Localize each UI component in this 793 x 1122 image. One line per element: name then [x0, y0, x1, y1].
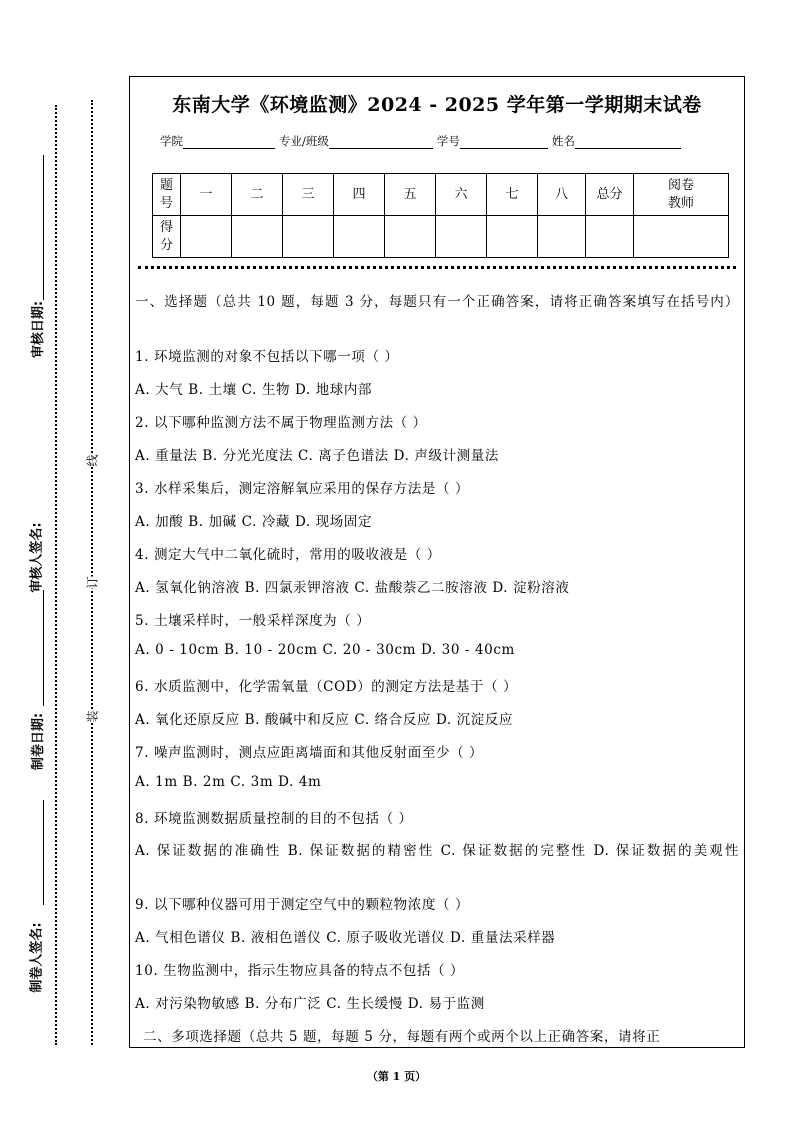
binding-char-xian: 线 [85, 454, 100, 467]
col-header: 六 [436, 174, 487, 216]
maker-sign-label: 制卷人签名: [29, 922, 45, 993]
outer-dotted-line [55, 105, 57, 1045]
options-9: A. 气相色谱仪 B. 液相色谱仪 C. 原子吸收光谱仪 D. 重量法采样器 [135, 930, 556, 946]
section-2-heading: 二、多项选择题（总共 5 题，每题 5 分，每题有两个或两个以上正确答案，请将正 [143, 1029, 661, 1045]
binding-char-ding: 订 [85, 576, 100, 589]
maker-sign-line [43, 800, 44, 905]
col-header: 一 [181, 174, 232, 216]
dotted-separator [138, 266, 736, 269]
student-info-row [160, 133, 685, 149]
table-row [153, 216, 729, 258]
options-6: A. 氧化还原反应 B. 酸碱中和反应 C. 络合反应 D. 沉淀反应 [135, 712, 514, 728]
question-4: 4. 测定大气中二氧化硫时，常用的吸收液是（ ） [135, 547, 441, 563]
question-9: 9. 以下哪种仪器可用于测定空气中的颗粒物浓度（ ） [135, 897, 470, 913]
col-header: 四 [334, 174, 385, 216]
student-id-label: 学号 [436, 134, 460, 148]
options-1: A. 大气 B. 土壤 C. 生物 D. 地球内部 [135, 382, 373, 398]
major-field[interactable] [329, 134, 433, 149]
score-cell[interactable] [334, 216, 385, 258]
score-cell[interactable] [487, 216, 538, 258]
score-cell[interactable] [283, 216, 334, 258]
score-cell[interactable] [586, 216, 634, 258]
score-cell[interactable] [634, 216, 729, 258]
options-8: A. 保证数据的准确性 B. 保证数据的精密性 C. 保证数据的完整性 D. 保证数据的美观性 [135, 843, 739, 859]
options-10: A. 对污染物敏感 B. 分布广泛 C. 生长缓慢 D. 易于监测 [135, 996, 485, 1012]
row-label-score: 得 分 [153, 216, 181, 258]
options-7: A. 1m B. 2m C. 3m D. 4m [135, 774, 322, 790]
score-cell[interactable] [232, 216, 283, 258]
exam-frame [129, 76, 745, 1048]
question-2: 2. 以下哪种监测方法不属于物理监测方法（ ） [135, 415, 427, 431]
binding-char-zhuang: 装 [85, 710, 100, 723]
question-5: 5. 土壤采样时，一般采样深度为（ ） [135, 613, 371, 629]
col-header: 二 [232, 174, 283, 216]
score-cell[interactable] [181, 216, 232, 258]
score-cell[interactable] [385, 216, 436, 258]
question-3: 3. 水样采集后，测定溶解氧应采用的保存方法是（ ） [135, 481, 470, 497]
options-2: A. 重量法 B. 分光光度法 C. 离子色谱法 D. 声级计测量法 [135, 448, 499, 464]
major-label: 专业/班级 [279, 134, 329, 148]
binding-dotted-line [91, 100, 93, 1045]
reviewer-sign-line [43, 590, 44, 706]
col-header: 总分 [586, 174, 634, 216]
col-header: 八 [538, 174, 586, 216]
name-field[interactable] [575, 134, 681, 149]
student-id-field[interactable] [460, 134, 548, 149]
options-3: A. 加酸 B. 加碱 C. 冷藏 D. 现场固定 [135, 514, 373, 530]
question-8: 8. 环境监测数据质量控制的目的不包括（ ） [135, 811, 413, 827]
question-1: 1. 环境监测的对象不包括以下哪一项（ ） [135, 349, 399, 365]
score-table [152, 173, 729, 258]
page-number: （第 1 页） [366, 1070, 427, 1083]
col-header: 三 [283, 174, 334, 216]
score-cell[interactable] [436, 216, 487, 258]
college-field[interactable] [183, 134, 275, 149]
row-label-question: 题 号 [153, 174, 181, 216]
table-row [153, 174, 729, 216]
review-date-line [43, 155, 44, 300]
col-header: 阅卷 教师 [634, 174, 729, 216]
options-5: A. 0 - 10cm B. 10 - 20cm C. 20 - 30cm D. 30 - 40cm [135, 642, 515, 658]
college-label: 学院 [160, 134, 183, 148]
make-date-label: 制卷日期: [31, 712, 47, 771]
col-header: 七 [487, 174, 538, 216]
question-6: 6. 水质监测中，化学需氧量（COD）的测定方法是基于（ ） [135, 679, 518, 695]
question-10: 10. 生物监测中，指示生物应具备的特点不包括（ ） [135, 963, 465, 979]
exam-title: 东南大学《环境监测》2024 - 2025 学年第一学期期末试卷 [172, 94, 702, 116]
col-header: 五 [385, 174, 436, 216]
reviewer-sign-label: 审核人签名: [29, 522, 45, 593]
name-label: 姓名 [551, 134, 575, 148]
score-cell[interactable] [538, 216, 586, 258]
question-7: 7. 噪声监测时，测点应距离墙面和其他反射面至少（ ） [135, 745, 484, 761]
section-1-heading: 一、选择题（总共 10 题，每题 3 分，每题只有一个正确答案，请将正确答案填写在括号内） [135, 294, 739, 310]
options-4: A. 氢氧化钠溶液 B. 四氯汞钾溶液 C. 盐酸萘乙二胺溶液 D. 淀粉溶液 [135, 580, 570, 596]
review-date-label: 审核日期: [31, 300, 47, 359]
